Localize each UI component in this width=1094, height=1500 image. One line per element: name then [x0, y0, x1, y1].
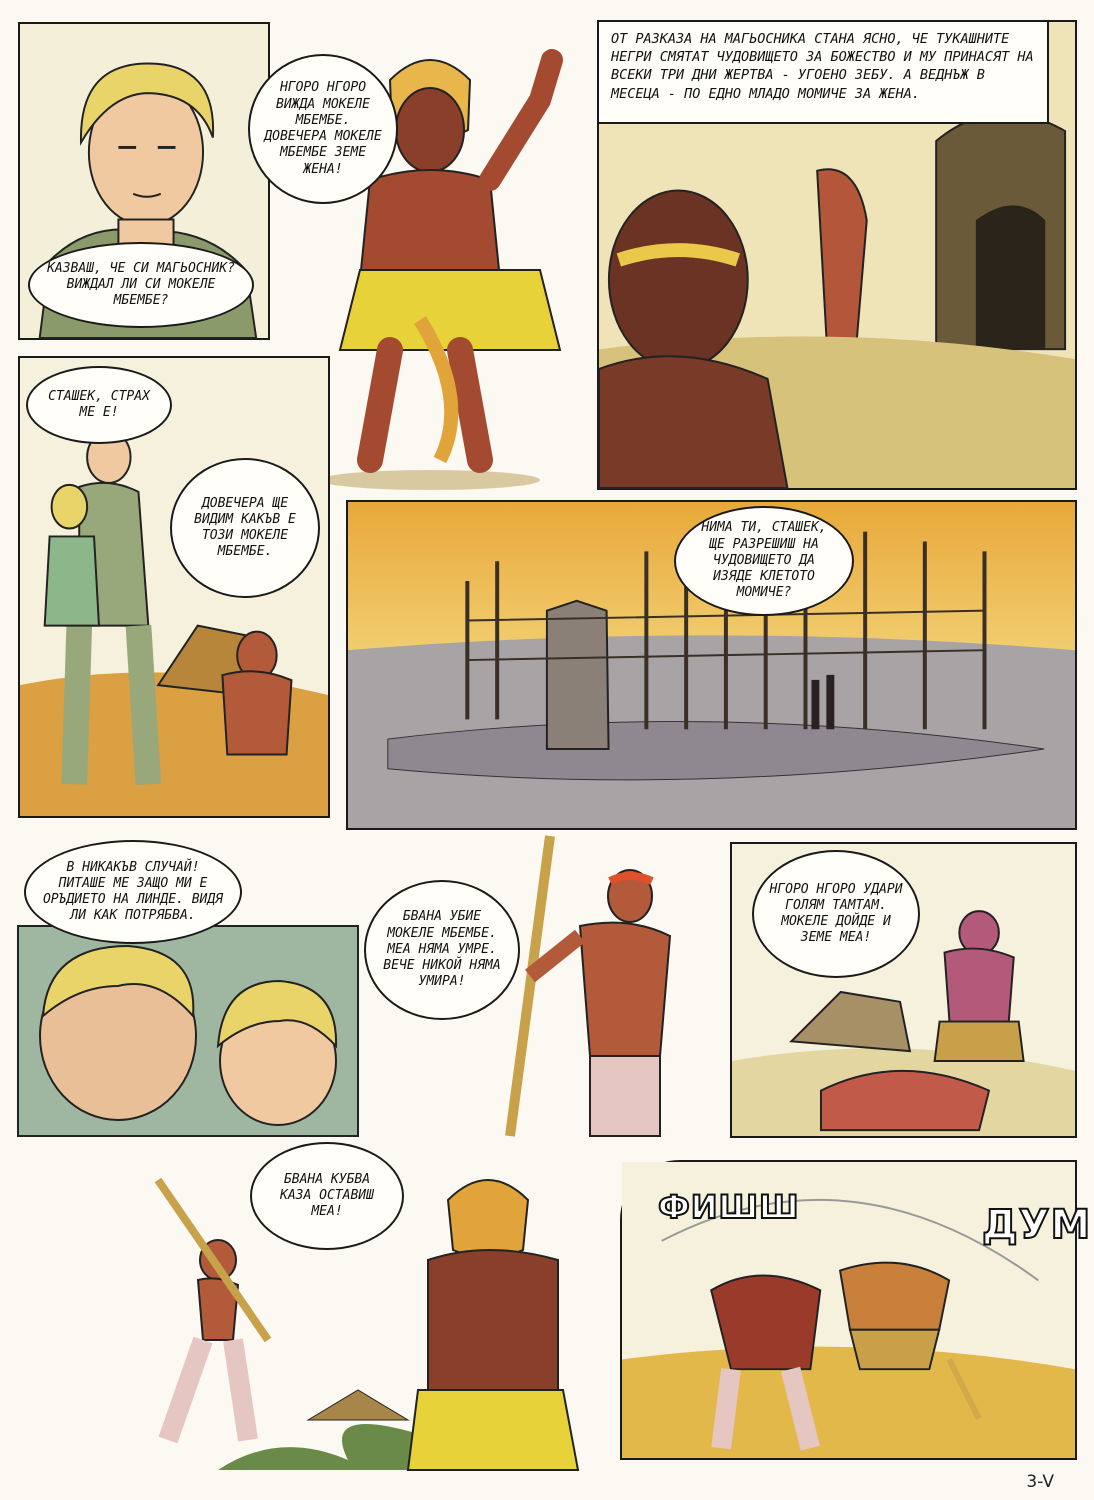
speech-balloon-boy [170, 458, 320, 598]
speech-balloon [364, 880, 520, 1020]
panel-8-attack [730, 842, 1077, 1138]
speech-text: В НИКАКЪВ СЛУЧАЙ! ПИТАШЕ МЕ ЗАЩО МИ Е ОРЪДИЕТО НА ЛИНДЕ. ВИДЯ ЛИ КАК ПОТРЯБВА. [42, 859, 223, 924]
sfx-text: ФИШШ [658, 1188, 800, 1226]
panel-9-confront [18, 1140, 608, 1470]
speech-text: ДОВЕЧЕРА ЩЕ ВИДИМ КАКЪВ Е ТОЗИ МОКЕЛЕ МБЕМБЕ. [194, 495, 296, 560]
panel-4-hug [18, 356, 330, 818]
speech-balloon [24, 840, 242, 944]
speech-balloon [752, 850, 920, 978]
speech-balloon [248, 54, 398, 204]
speech-balloon [674, 506, 854, 616]
speech-balloon-girl [26, 366, 172, 444]
speech-text: СТАШЕК, СТРАХ МЕ Е! [48, 388, 150, 420]
speech-balloon [28, 242, 254, 328]
speech-balloon [250, 1142, 404, 1250]
panel-10-fight [620, 1160, 1092, 1460]
speech-text: КАЗВАШ, ЧЕ СИ МАГЬОСНИК? ВИЖДАЛ ЛИ СИ МОКЕЛЕ МБЕМБЕ? [47, 260, 235, 309]
speech-text: НГОРО НГОРО УДАРИ ГОЛЯМ ТАМТАМ. МОКЕЛЕ ДОЙДЕ И ЗЕМЕ МЕА! [769, 881, 903, 946]
sfx-text: ДУМ [982, 1202, 1092, 1248]
page-number: 3-V [1026, 1472, 1054, 1492]
panel-1-boy-portrait [18, 22, 270, 340]
speech-text: НИМА ТИ, СТАШЕК, ЩЕ РАЗРЕШИШ НА ЧУДОВИЩЕТО ДА ИЗЯДЕ КЛЕТОТО МОМИЧЕ? [701, 520, 827, 601]
sfx-boom [982, 1202, 1091, 1248]
speech-text: НГОРО НГОРО ВИЖДА МОКЕЛЕ МБЕМБЕ. ДОВЕЧЕРА МОКЕЛЕ МБЕМБЕ ЗЕМЕ ЖЕНА! [264, 80, 382, 177]
caption-text: ОТ РАЗКАЗА НА МАГЬОСНИКА СТАНА ЯСНО, ЧЕ ТУКАШНИТЕ НЕГРИ СМЯТАТ ЧУДОВИЩЕТО ЗА БОЖЕСТВО И МУ ПРИНАСЯТ НА ВСЕКИ ТРИ ДНИ ЖЕРТВА - УГОЕНО ЗЕБУ. А ВЕДНЪЖ В МЕСЕЦА - ПО ЕДНО МЛАДО МОМИЧЕ ЗА ЖЕНА. [611, 31, 1034, 102]
panel-5-lake [346, 500, 1077, 830]
panel-7-spear [360, 836, 720, 1136]
speech-text: БВАНА УБИЕ МОКЕЛЕ МБЕМБЕ. МЕА НЯМА УМРЕ. ВЕЧЕ НИКОЙ НЯМА УМИРА! [383, 909, 501, 990]
panel-3-village [597, 20, 1077, 490]
panel-6-faces [18, 836, 358, 1136]
narration-caption [599, 22, 1049, 124]
sfx-whoosh [658, 1188, 800, 1226]
speech-text: БВАНА КУБВА КАЗА ОСТАВИШ МЕА! [280, 1171, 374, 1220]
